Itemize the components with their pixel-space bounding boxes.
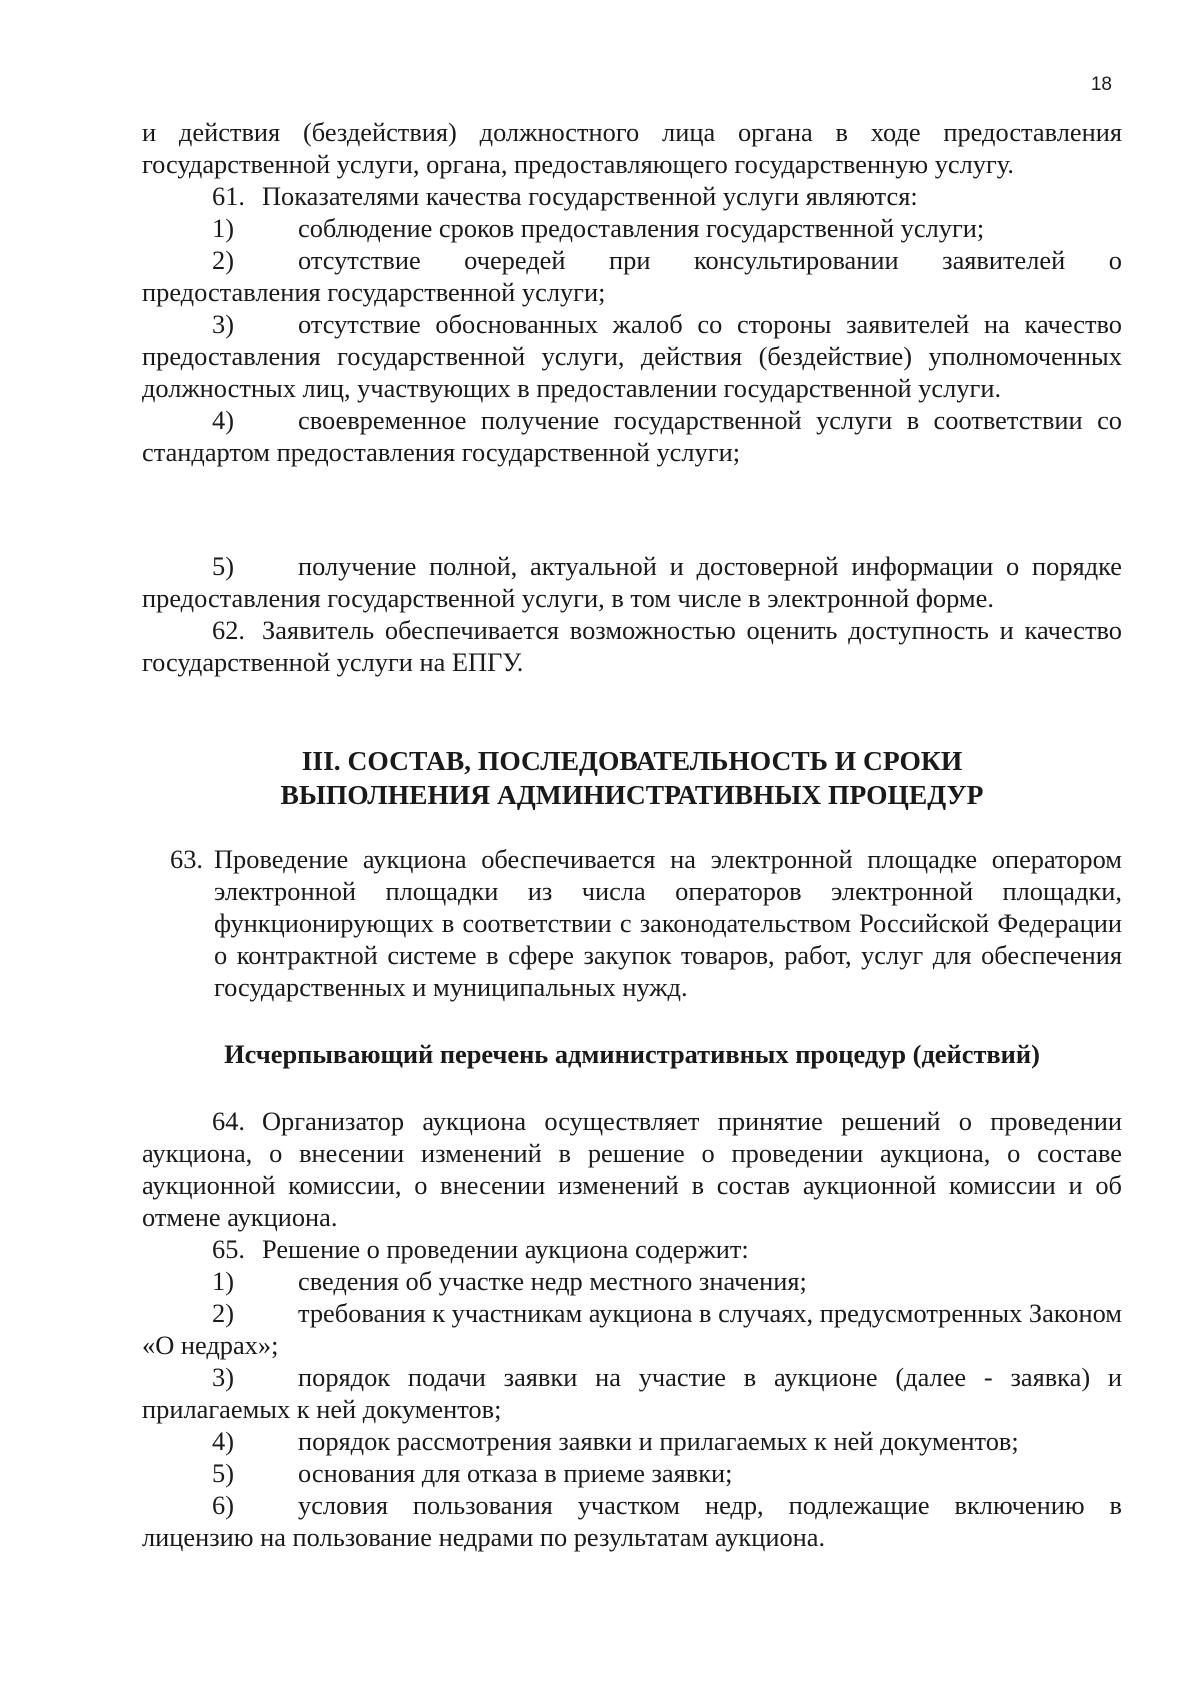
paragraph-text: Проведение аукциона обеспечивается на электронной площадке оператором электронной площадки из числа операторов электронной площадки, функционирующих в соответствии с законодательством Российской Федерации о контрактной системе в сфере закупок товаров, работ, услуг для обеспечения государственных и муниципальных нужд. xyxy=(214,844,1122,1002)
list-item xyxy=(142,244,1122,308)
section-heading-line: III. СОСТАВ, ПОСЛЕДОВАТЕЛЬНОСТЬ И СРОКИ xyxy=(301,745,963,776)
paragraph-text: Показателями качества государственной услуги являются: xyxy=(262,181,918,211)
list-item-text: порядок рассмотрения заявки и прилагаемых к ней документов; xyxy=(298,1426,1019,1456)
paragraph-62 xyxy=(142,614,1122,678)
list-item xyxy=(142,550,1122,614)
list-item xyxy=(142,212,1122,244)
subheading: Исчерпывающий перечень административных процедур (действий) xyxy=(224,1039,1040,1069)
paragraph-64 xyxy=(142,1105,1122,1233)
paragraph-number: 65. xyxy=(212,1234,245,1264)
list-item xyxy=(142,1425,1122,1457)
paragraph-block-62 xyxy=(142,550,1122,678)
paragraph-text: Заявитель обеспечивается возможностью оценить доступность и качество государственной услуги на ЕПГУ. xyxy=(142,615,1122,677)
section-heading xyxy=(142,744,1122,812)
list-item-text: требования к участникам аукциона в случаях, предусмотренных Законом «О недрах»; xyxy=(142,1298,1122,1360)
list-item xyxy=(142,308,1122,404)
paragraph-text: Решение о проведении аукциона содержит: xyxy=(262,1234,749,1264)
list-item-number: 4) xyxy=(212,1426,234,1456)
paragraph-number: 62. xyxy=(212,615,245,645)
paragraph-block-64 xyxy=(142,1105,1122,1553)
paragraph-65 xyxy=(142,1233,1122,1265)
list-item-text: своевременное получение государственной услуги в соответствии со стандартом предоставления государственной услуги; xyxy=(142,405,1122,467)
list-item-text: условия пользования участком недр, подлежащие включению в лицензию на пользование недрами по результатам аукциона. xyxy=(142,1490,1122,1552)
list-item-number: 6) xyxy=(212,1490,234,1520)
paragraph-block-61 xyxy=(142,116,1122,468)
paragraph-number: 61. xyxy=(212,181,245,211)
list-item-number: 1) xyxy=(212,213,234,243)
list-item-text: отсутствие очередей при консультировании заявителей о предоставления государственной услуги; xyxy=(142,245,1122,307)
page-number: 18 xyxy=(1090,74,1112,95)
list-item-text: получение полной, актуальной и достоверной информации о порядке предоставления государственной услуги, в том числе в электронной форме. xyxy=(142,551,1122,613)
paragraph-61 xyxy=(142,180,1122,212)
paragraph-number: 64. xyxy=(212,1106,245,1136)
list-item xyxy=(142,1297,1122,1361)
list-item xyxy=(142,404,1122,468)
list-item-number: 5) xyxy=(212,551,234,581)
paragraph-63 xyxy=(170,843,1122,1003)
list-item-number: 4) xyxy=(212,405,234,435)
paragraph-number: 63. xyxy=(170,844,203,874)
list-item-text: сведения об участке недр местного значения; xyxy=(298,1266,807,1296)
list-item-text: основания для отказа в приеме заявки; xyxy=(298,1458,733,1488)
list-item-number: 2) xyxy=(212,1298,234,1328)
list-item xyxy=(142,1457,1122,1489)
intro-paragraph: и действия (бездействия) должностного лица органа в ходе предоставления государственной услуги, органа, предоставляющего государственную услугу. xyxy=(142,117,1122,179)
list-item-number: 3) xyxy=(212,1362,234,1392)
list-item-text: порядок подачи заявки на участие в аукционе (далее - заявка) и прилагаемых к ней документов; xyxy=(142,1362,1122,1424)
list-item-number: 3) xyxy=(212,309,234,339)
section-heading-line: ВЫПОЛНЕНИЯ АДМИНИСТРАТИВНЫХ ПРОЦЕДУР xyxy=(280,779,984,810)
list-item-number: 5) xyxy=(212,1458,234,1488)
list-item-number: 2) xyxy=(212,245,234,275)
list-item xyxy=(142,1361,1122,1425)
list-item-text: соблюдение сроков предоставления государственной услуги; xyxy=(298,213,985,243)
list-item xyxy=(142,1489,1122,1553)
list-item xyxy=(142,1265,1122,1297)
paragraph-text: Организатор аукциона осуществляет принятие решений о проведении аукциона, о внесении изменений в решение о проведении аукциона, о составе аукционной комиссии, о внесении изменений в состав аукционной комиссии и об отмене аукциона. xyxy=(142,1106,1122,1232)
list-item-number: 1) xyxy=(212,1266,234,1296)
list-item-text: отсутствие обоснованных жалоб со стороны заявителей на качество предоставления государственной услуги, действия (бездействие) уполномоченных должностных лиц, участвующих в предоставлении государственной услуги. xyxy=(142,309,1122,403)
